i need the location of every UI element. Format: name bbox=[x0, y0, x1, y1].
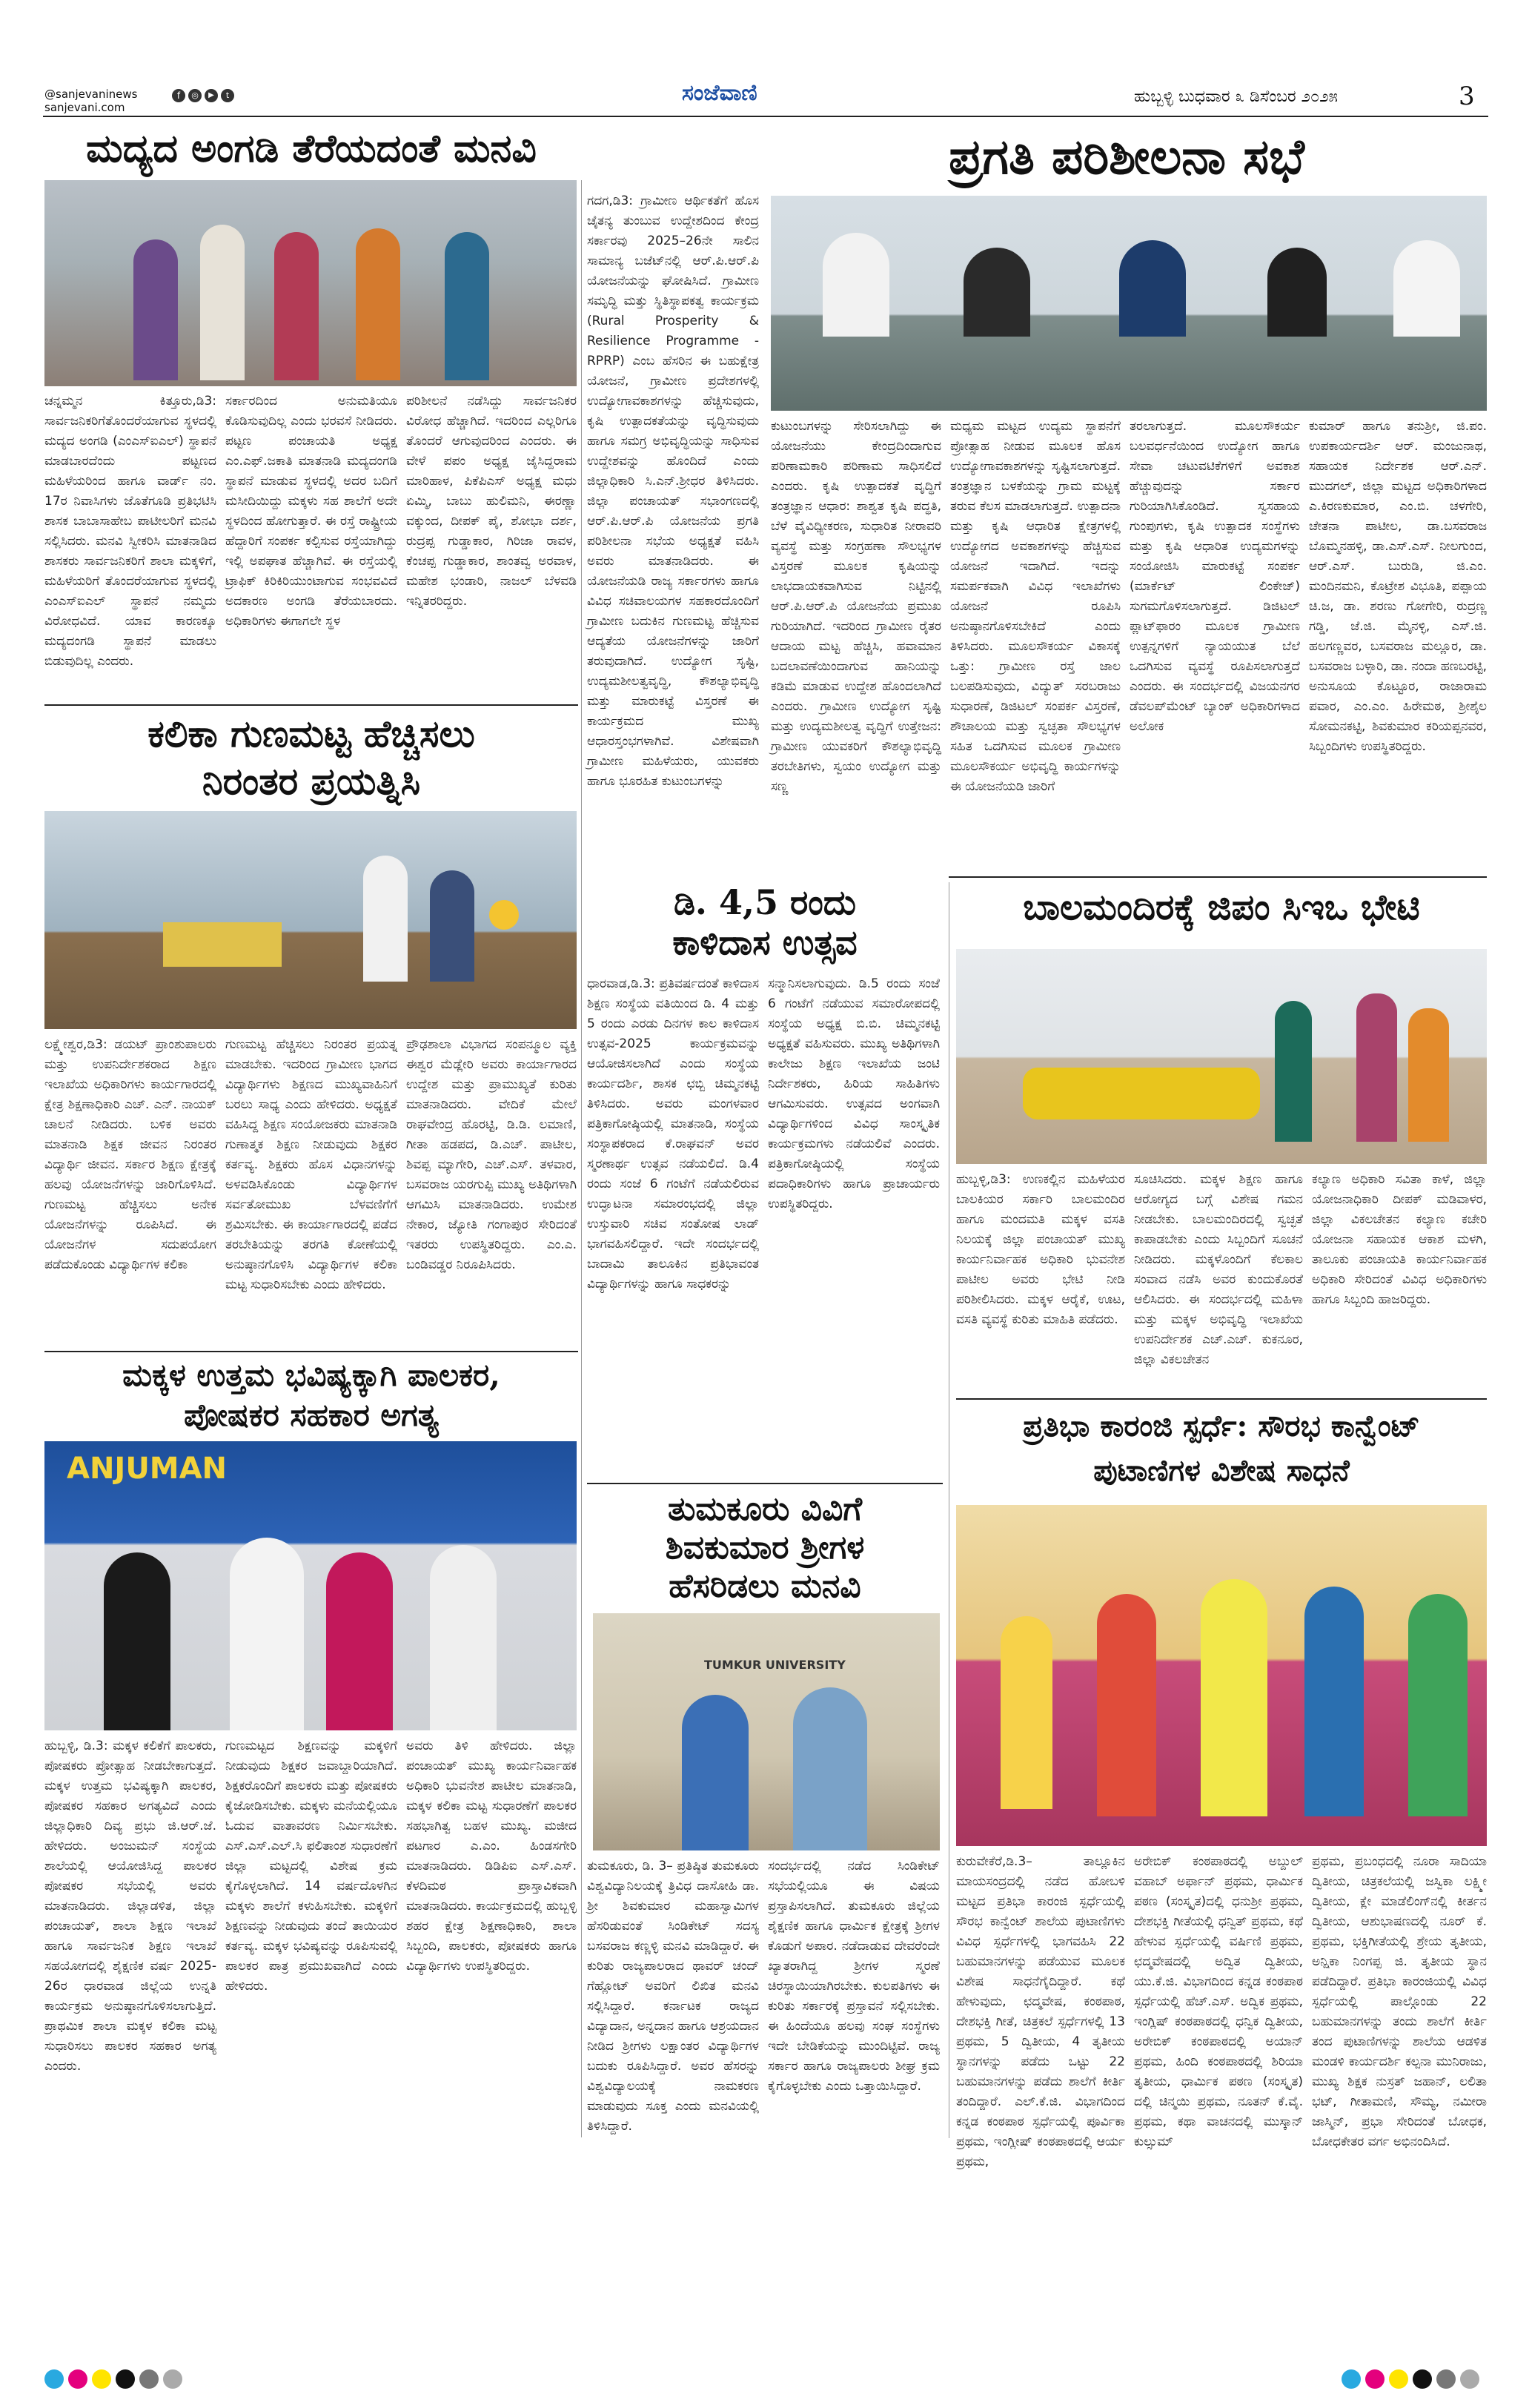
pratibha-headline-1: ಪ್ರತಿಭಾ ಕಾರಂಜಿ ಸ್ಪರ್ಧೆ: ಸೌರಭ ಕಾನ್ವೆಂಟ್ bbox=[1023, 1409, 1420, 1443]
makkala-col3: ಅವರು ತಿಳಿ ಹೇಳಿದರು. ಜಿಲ್ಲಾ ಪಂಚಾಯತ್ ಮುಖ್ಯ ಕಾರ್ಯನಿರ್ವಾಹಕ ಅಧಿಕಾರಿ ಭುವನೇಶ ಪಾಟೀಲ ಮಾತನಾಡಿ, ಮಕ್ಕಳ ಕಲಿಕಾ ಮಟ್ಟ ಸುಧಾರಣೆಗೆ ಪಾಲಕರ ಸಹಭಾಗಿತ್ವ ಬಹಳ ಮುಖ್ಯ. ಮಜೀದ ಪಟಗಾರ ಎ.ಎಂ. ಹಿಂಡಸಗೇರಿ ಮಾತನಾಡಿದರು. ಡಿಡಿಪಿಐ ಎಸ್.ಎಸ್. ಕೆಳದಿಮಠ ಪ್ರಾಸ್ತಾವಿಕವಾಗಿ ಮಾತನಾಡಿದರು. ಕಾರ್ಯಕ್ರಮದಲ್ಲಿ ಹುಬ್ಬಳ್ಳಿ ಶಹರ ಕ್ಷೇತ್ರ ಶಿಕ್ಷಣಾಧಿಕಾರಿ, ಶಾಲಾ ಸಿಬ್ಬಂದಿ, ಪಾಲಕರು, ಪೋಷಕರು ಹಾಗೂ ವಿದ್ಯಾರ್ಥಿಗಳು ಉಪಸ್ಥಿತರಿದ್ದರು. bbox=[406, 1739, 577, 1974]
makkala-banner-text: ANJUMAN bbox=[67, 1452, 228, 1486]
social-icons bbox=[172, 89, 234, 102]
liquor-col2: ಸರ್ಕಾರದಿಂದ ಅನುಮತಿಯೂ ಕೊಡಿಸುವುದಿಲ್ಲ ಎಂದು ಭರವಸೆ ನೀಡಿದರು. ಪಟ್ಟಣ ಪಂಚಾಯತಿ ಅಧ್ಯಕ್ಷ ಎಂ.ಎಫ್.ಜಕಾತಿ ಮಾತನಾಡಿ ಮದ್ಯದಂಗಡಿ ಸ್ಥಾಪನೆ ಮಾಡುವ ಸ್ಥಳದಲ್ಲಿ ಅದರ ಬದಿಗೆ ಮಸೀದಿಯಿದ್ದು ಮಕ್ಕಳು ಸಹ ಶಾಲೆಗೆ ಅದೇ ಸ್ಥಳದಿಂದ ಹೋಗುತ್ತಾರೆ. ಈ ರಸ್ತೆ ರಾಷ್ಟ್ರೀಯ ಹೆದ್ದಾರಿಗೆ ಸಂಪರ್ಕ ಕಲ್ಪಿಸುವ ರಸ್ತೆಯಾಗಿದ್ದು ಇಲ್ಲಿ ಅಪಘಾತ ಹೆಚ್ಚಾಗಿವೆ. ಈ ರಸ್ತೆಯಲ್ಲಿ ಟ್ರಾಫಿಕ್ ಕಿರಿಕಿರಿಯುಂಟಾಗುವ ಸಂಭವವಿದೆ ಅದಕಾರಣ ಅಂಗಡಿ ತೆರೆಯಬಾರದು. ಅಧಿಕಾರಿಗಳು ಈಗಾಗಲೇ ಸ್ಥಳ bbox=[225, 394, 397, 629]
balamandira-col1: ಹುಬ್ಬಳ್ಳಿ,ಡಿ3: ಉಣಕಲ್ಲಿನ ಮಹಿಳೆಯರ ಬಾಲಕಿಯರ ಸರ್ಕಾರಿ ಬಾಲಮಂದಿರ ಹಾಗೂ ಮಂದಮತಿ ಮಕ್ಕಳ ವಸತಿ ನಿಲಯಕ್ಕೆ ಜಿಲ್ಲಾ ಪಂಚಾಯತ್ ಮುಖ್ಯ ಕಾರ್ಯನಿರ್ವಾಹಕ ಅಧಿಕಾರಿ ಭುವನೇಶ ಪಾಟೀಲ ಅವರು ಭೇಟಿ ನೀಡಿ ಪರಿಶೀಲಿಸಿದರು. ಮಕ್ಕಳ ಆರೈಕೆ, ಊಟ, ವಸತಿ ವ್ಯವಸ್ಥೆ ಕುರಿತು ಮಾಹಿತಿ ಪಡೆದರು. bbox=[956, 1172, 1125, 1327]
tumakuru-col2: ಸಂದರ್ಭದಲ್ಲಿ ನಡೆದ ಸಿಂಡಿಕೇಟ್ ಸಭೆಯಲ್ಲಿಯೂ ಈ ವಿಷಯ ಪ್ರಸ್ತಾಪಿಸಲಾಗಿದೆ. ತುಮಕೂರು ಜಿಲ್ಲೆಯ ಶೈಕ್ಷಣಿಕ ಹಾಗೂ ಧಾರ್ಮಿಕ ಕ್ಷೇತ್ರಕ್ಕೆ ಶ್ರೀಗಳ ಕೊಡುಗೆ ಅಪಾರ. ನಡೆದಾಡುವ ದೇವರೆಂದೇ ಖ್ಯಾತರಾಗಿದ್ದ ಶ್ರೀಗಳ ಸ್ಮರಣೆ ಚಿರಸ್ಥಾಯಿಯಾಗಿರಬೇಕು. ಕುಲಪತಿಗಳು ಈ ಕುರಿತು ಸರ್ಕಾರಕ್ಕೆ ಪ್ರಸ್ತಾವನೆ ಸಲ್ಲಿಸಬೇಕು. ಈ ಹಿಂದೆಯೂ ಹಲವು ಸಂಘ ಸಂಸ್ಥೆಗಳು ಇದೇ ಬೇಡಿಕೆಯನ್ನು ಮುಂದಿಟ್ಟಿವೆ. ರಾಜ್ಯ ಸರ್ಕಾರ ಹಾಗೂ ರಾಜ್ಯಪಾಲರು ಶೀಘ್ರ ಕ್ರಮ ಕೈಗೊಳ್ಳಬೇಕು ಎಂದು ಒತ್ತಾಯಿಸಿದ್ದಾರೆ. bbox=[768, 1859, 940, 2094]
pratibha-col3: ಪ್ರಥಮ, ಪ್ರಬಂಧದಲ್ಲಿ ನೂರಾ ಸಾದಿಯಾ ದ್ವಿತೀಯ, ಚಿತ್ರಕಲೆಯಲ್ಲಿ ಜಸ್ವಿಕಾ ಲಕ್ಷ್ಮೀ ದ್ವಿತೀಯ, ಕ್ಲೇ ಮಾಡೆಲಿಂಗ್‌ನಲ್ಲಿ ಕೀರ್ತನ ದ್ವಿತೀಯ, ಆಶುಭಾಷಣದಲ್ಲಿ ನೂರ್ ಕೆ. ಪ್ರಥಮ, ಭಕ್ತಿಗೀತೆಯಲ್ಲಿ ಶ್ರೇಯ ತೃತೀಯ, ಅನ್ಷಿಕಾ ನಿಂಗಪ್ಪ ಜಿ. ತೃತೀಯ ಸ್ಥಾನ ಪಡೆದಿದ್ದಾರೆ. ಪ್ರತಿಭಾ ಕಾರಂಜಿಯಲ್ಲಿ ವಿವಿಧ ಸ್ಪರ್ಧೆಯಲ್ಲಿ ಪಾಲ್ಗೊಂಡು 22 ಬಹುಮಾನಗಳನ್ನು ತಂದು ಶಾಲೆಗೆ ಕೀರ್ತಿ ತಂದ ಪುಟಾಣಿಗಳನ್ನು ಶಾಲೆಯ ಆಡಳಿತ ಮಂಡಳಿ ಕಾರ್ಯದರ್ಶಿ ಕಲ್ಪನಾ ಮುನಿರಾಜು, ಮುಖ್ಯ ಶಿಕ್ಷಕ ನುಸ್ರತ್ ಜಹಾನ್, ಲಲಿತಾ ಭಟ್, ಗೀತಾಮಣಿ, ಸೌಮ್ಯ, ನಮೀರಾ ಜಾಸ್ಮಿನ್, ಪ್ರಭಾ ಸೇರಿದಂತೆ ಬೋಧಕ, ಬೋಧಕೇತರ ವರ್ಗ ಅಭಿನಂದಿಸಿದೆ. bbox=[1312, 1854, 1487, 2149]
site-text: sanjevani.com bbox=[44, 101, 125, 114]
rule-kalika-bottom bbox=[44, 1351, 578, 1352]
kalika-col3: ಪ್ರೌಢಶಾಲಾ ವಿಭಾಗದ ಸಂಪನ್ಮೂಲ ವ್ಯಕ್ತಿ ಈಶ್ವರ ಮೆಡ್ಲೇರಿ ಅವರು ಕಾರ್ಯಾಗಾರದ ಉದ್ದೇಶ ಮತ್ತು ಪ್ರಾಮುಖ್ಯತೆ ಕುರಿತು ಮಾತನಾಡಿದರು. ವೇದಿಕೆ ಮೇಲೆ ರಾಘವೇಂದ್ರ ಹೊರಟ್ಟಿ, ಡಿ.ಡಿ. ಲಮಾಣಿ, ಗೀತಾ ಹಡಪದ, ಡಿ.ಎಚ್. ಪಾಟೀಲ, ಶಿವಪ್ಪ ಮ್ಯಾಗೇರಿ, ಎಚ್.ಎಸ್. ತಳವಾರ, ಬಸವರಾಜ ಯರಗುಪ್ಪಿ ಮುಖ್ಯ ಅತಿಥಿಗಳಾಗಿ ಆಗಮಿಸಿ ಮಾತನಾಡಿದರು. ಉಮೇಶ ನೇಕಾರ, ಜ್ಯೋತಿ ಗಂಗಾಪುರ ಸೇರಿದಂತೆ ಇತರರು ಉಪಸ್ಥಿತರಿದ್ದರು. ಎಂ.ಎ. ಬಂಡಿವಡ್ಡರ ನಿರೂಪಿಸಿದರು. bbox=[406, 1037, 577, 1272]
youtube-icon: ▶ bbox=[205, 89, 218, 102]
pragati-photo bbox=[771, 196, 1487, 411]
rule-balamandira-bottom bbox=[956, 1398, 1487, 1400]
makkala-col2: ಗುಣಮಟ್ಟದ ಶಿಕ್ಷಣವನ್ನು ಮಕ್ಕಳಿಗೆ ನೀಡುವುದು ಶಿಕ್ಷಕರ ಜವಾಬ್ದಾರಿಯಾಗಿದೆ. ಶಿಕ್ಷಕರೊಂದಿಗೆ ಪಾಲಕರು ಮತ್ತು ಪೋಷಕರು ಕೈಜೋಡಿಸಬೇಕು. ಮಕ್ಕಳು ಮನೆಯಲ್ಲಿಯೂ ಓದುವ ವಾತಾವರಣ ನಿರ್ಮಿಸಬೇಕು. ಎಸ್.ಎಸ್.ಎಲ್.ಸಿ ಫಲಿತಾಂಶ ಸುಧಾರಣೆಗೆ ಜಿಲ್ಲಾ ಮಟ್ಟದಲ್ಲಿ ವಿಶೇಷ ಕ್ರಮ ಕೈಗೊಳ್ಳಲಾಗಿದೆ. 14 ವರ್ಷದೊಳಗಿನ ಮಕ್ಕಳು ಶಾಲೆಗೆ ಕಳುಹಿಸಬೇಕು. ಮಕ್ಕಳಿಗೆ ಶಿಕ್ಷಣವನ್ನು ನೀಡುವುದು ತಂದೆ ತಾಯಿಯರ ಕರ್ತವ್ಯ. ಮಕ್ಕಳ ಭವಿಷ್ಯವನ್ನು ರೂಪಿಸುವಲ್ಲಿ ಪಾಲಕರ ಪಾತ್ರ ಪ್ರಮುಖವಾಗಿದೆ ಎಂದು ಹೇಳಿದರು. bbox=[225, 1739, 397, 1994]
kalidasa-col2: ಸನ್ಮಾನಿಸಲಾಗುವುದು. ಡಿ.5 ರಂದು ಸಂಜೆ 6 ಗಂಟೆಗೆ ನಡೆಯುವ ಸಮಾರೋಪದಲ್ಲಿ ಸಂಸ್ಥೆಯ ಅಧ್ಯಕ್ಷ ಬಿ.ಬಿ. ಚಿಮ್ಮನಕಟ್ಟಿ ಅಧ್ಯಕ್ಷತೆ ವಹಿಸುವರು. ಮುಖ್ಯ ಅತಿಥಿಗಳಾಗಿ ಕಾಲೇಜು ಶಿಕ್ಷಣ ಇಲಾಖೆಯ ಜಂಟಿ ನಿರ್ದೇಶಕರು, ಹಿರಿಯ ಸಾಹಿತಿಗಳು ಆಗಮಿಸುವರು. ಉತ್ಸವದ ಅಂಗವಾಗಿ ವಿದ್ಯಾರ್ಥಿಗಳಿಂದ ವಿವಿಧ ಸಾಂಸ್ಕೃತಿಕ ಕಾರ್ಯಕ್ರಮಗಳು ನಡೆಯಲಿವೆ ಎಂದರು. ಪತ್ರಿಕಾಗೋಷ್ಠಿಯಲ್ಲಿ ಸಂಸ್ಥೆಯ ಪದಾಧಿಕಾರಿಗಳು ಹಾಗೂ ಪ್ರಾಚಾರ್ಯರು ಉಪಸ್ಥಿತರಿದ್ದರು. bbox=[768, 976, 940, 1211]
pratibha-col1: ಕುರುವೇಕೆರೆ,ಡಿ.3– ತಾಲ್ಲೂಕಿನ ಮಾಯಸಂದ್ರದಲ್ಲಿ ನಡೆದ ಹೋಬಳಿ ಮಟ್ಟದ ಪ್ರತಿಭಾ ಕಾರಂಜಿ ಸ್ಪರ್ಧೆಯಲ್ಲಿ ಸೌರಭ ಕಾನ್ವೆಂಟ್ ಶಾಲೆಯ ಪುಟಾಣಿಗಳು ವಿವಿಧ ಸ್ಪರ್ಧೆಗಳಲ್ಲಿ ಭಾಗವಹಿಸಿ 22 ಬಹುಮಾನಗಳನ್ನು ಪಡೆಯುವ ಮೂಲಕ ವಿಶೇಷ ಸಾಧನೆಗೈದಿದ್ದಾರೆ. ಕಥೆ ಹೇಳುವುದು, ಛದ್ಮವೇಷ, ಕಂಠಪಾಠ, ದೇಶಭಕ್ತಿ ಗೀತೆ, ಚಿತ್ರಕಲೆ ಸ್ಪರ್ಧೆಗಳಲ್ಲಿ 13 ಪ್ರಥಮ, 5 ದ್ವಿತೀಯ, 4 ತೃತೀಯ ಸ್ಥಾನಗಳನ್ನು ಪಡೆದು ಒಟ್ಟು 22 ಬಹುಮಾನಗಳನ್ನು ಪಡೆದು ಶಾಲೆಗೆ ಕೀರ್ತಿ ತಂದಿದ್ದಾರೆ. ಎಲ್.ಕೆ.ಜಿ. ವಿಭಾಗದಿಂದ ಕನ್ನಡ ಕಂಠಪಾಠ ಸ್ಪರ್ಧೆಯಲ್ಲಿ ಪೂರ್ವಿಕಾ ಪ್ರಥಮ, ಇಂಗ್ಲೀಷ್ ಕಂಠಪಾಠದಲ್ಲಿ ಆರ್ಯ ಪ್ರಥಮ, bbox=[956, 1854, 1125, 2169]
tumakuru-headline-1: ತುಮಕೂರು ವಿವಿಗೆ bbox=[668, 1490, 862, 1528]
kalidasa-headline-1: ಡಿ. 4,5 ರಂದು bbox=[673, 882, 857, 922]
liquor-photo bbox=[44, 180, 577, 386]
makkala-photo bbox=[44, 1441, 577, 1730]
yellow-mark bbox=[1389, 2369, 1408, 2389]
black-mark bbox=[1413, 2369, 1432, 2389]
masthead bbox=[0, 0, 1532, 119]
magenta-mark bbox=[1365, 2369, 1385, 2389]
tumakuru-photo-caption: TUMKUR UNIVERSITY bbox=[704, 1658, 846, 1672]
kalidasa-headline-2: ಕಾಳಿದಾಸ ಉತ್ಸವ bbox=[672, 922, 858, 962]
kalika-headline-1: ಕಲಿಕಾ ಗುಣಮಟ್ಟ ಹೆಚ್ಚಿಸಲು bbox=[147, 712, 475, 755]
gray-mark bbox=[1436, 2369, 1456, 2389]
tumakuru-col1: ತುಮಕೂರು, ಡಿ. 3– ಪ್ರತಿಷ್ಠಿತ ತುಮಕೂರು ವಿಶ್ವವಿದ್ಯಾನಿಲಯಕ್ಕೆ ತ್ರಿವಿಧ ದಾಸೋಹಿ ಡಾ. ಶ್ರೀ ಶಿವಕುಮಾರ ಮಹಾಸ್ವಾಮಿಗಳ ಹೆಸರಿಡುವಂತೆ ಸಿಂಡಿಕೇಟ್ ಸದಸ್ಯ ಬಸವರಾಜ ಕಣ್ಣಳ್ಳಿ ಮನವಿ ಮಾಡಿದ್ದಾರೆ. ಈ ಕುರಿತು ರಾಜ್ಯಪಾಲರಾದ ಥಾವರ್ ಚಂದ್ ಗೆಹ್ಲೋಟ್ ಅವರಿಗೆ ಲಿಖಿತ ಮನವಿ ಸಲ್ಲಿಸಿದ್ದಾರೆ. ಕರ್ನಾಟಕ ರಾಜ್ಯದ ವಿದ್ಯಾದಾನ, ಅನ್ನದಾನ ಹಾಗೂ ಆಶ್ರಯದಾನ ನೀಡಿದ ಶ್ರೀಗಳು ಲಕ್ಷಾಂತರ ವಿದ್ಯಾರ್ಥಿಗಳ ಬದುಕು ರೂಪಿಸಿದ್ದಾರೆ. ಅವರ ಹೆಸರನ್ನು ವಿಶ್ವವಿದ್ಯಾಲಯಕ್ಕೆ ನಾಮಕರಣ ಮಾಡುವುದು ಸೂಕ್ತ ಎಂದು ಮನವಿಯಲ್ಲಿ ತಿಳಿಸಿದ್ದಾರೆ. bbox=[587, 1859, 759, 2134]
cyan-mark bbox=[1342, 2369, 1361, 2389]
balamandira-col3: ಕಲ್ಯಾಣ ಅಧಿಕಾರಿ ಸವಿತಾ ಕಾಳೆ, ಜಿಲ್ಲಾ ಯೋಜನಾಧಿಕಾರಿ ದೀಪಕ್ ಮಡಿವಾಳರ, ಜಿಲ್ಲಾ ವಿಕಲಚೇತನ ಕಲ್ಯಾಣ ಕಚೇರಿ ಯೋಜನಾ ಸಹಾಯಕ ಆಕಾಶ ಮಳಗಿ, ತಾಲೂಕು ಪಂಚಾಯತಿ ಕಾರ್ಯನಿರ್ವಾಹಕ ಅಧಿಕಾರಿ ಸೇರಿದಂತೆ ವಿವಿಧ ಅಧಿಕಾರಿಗಳು ಹಾಗೂ ಸಿಬ್ಬಂದಿ ಹಾಜರಿದ್ದರು. bbox=[1312, 1172, 1487, 1307]
masthead-rule bbox=[43, 116, 1488, 117]
registration-marks-left bbox=[44, 2369, 187, 2389]
gray-mark bbox=[139, 2369, 159, 2389]
rule-kalidasa-bottom bbox=[587, 1483, 943, 1484]
pragati-col3: ತರಲಾಗುತ್ತದೆ. ಮೂಲಸೌಕರ್ಯ ಬಲವರ್ಧನೆಯಿಂದ ಉದ್ಯೋಗ ಹಾಗೂ ಸೇವಾ ಚಟುವಟಿಕೆಗಳಿಗೆ ಅವಕಾಶ ಹೆಚ್ಚುವುದನ್ನು ಸರ್ಕಾರ ಗುರಿಯಾಗಿಸಿಕೊಂಡಿದೆ. ಸ್ವಸಹಾಯ ಗುಂಪುಗಳು, ಕೃಷಿ ಉತ್ಪಾದಕ ಸಂಸ್ಥೆಗಳು ಮತ್ತು ಕೃಷಿ ಆಧಾರಿತ ಉದ್ಯಮಗಳನ್ನು ಸಂಯೋಜಿಸಿ ಮಾರುಕಟ್ಟೆ ಸಂಪರ್ಕ (ಮಾರ್ಕೆಟ್ ಲಿಂಕೇಜ್) ಸುಗಮಗೊಳಿಸಲಾಗುತ್ತದೆ. ಡಿಜಿಟಲ್ ಪ್ಲಾಟ್‌ಫಾರಂ ಮೂಲಕ ಗ್ರಾಮೀಣ ಉತ್ಪನ್ನಗಳಿಗೆ ನ್ಯಾಯಯುತ ಬೆಲೆ ಒದಗಿಸುವ ವ್ಯವಸ್ಥೆ ರೂಪಿಸಲಾಗುತ್ತದೆ ಎಂದರು. ಈ ಸಂದರ್ಭದಲ್ಲಿ ವಿಜಯನಗರ ಡೆವಲಪ್‌ಮೆಂಟ್ ಬ್ಯಾಂಕ್ ಅಧಿಕಾರಿಗಳಾದ ಅಲೋಕ bbox=[1130, 419, 1300, 734]
tumakuru-photo bbox=[593, 1613, 940, 1850]
twitter-icon: t bbox=[221, 89, 234, 102]
cyan-mark bbox=[44, 2369, 64, 2389]
yellow-mark bbox=[92, 2369, 111, 2389]
kalika-photo bbox=[44, 811, 577, 1029]
instagram-icon: ◎ bbox=[188, 89, 202, 102]
pragati-col4: ಕುಮಾರ್ ಹಾಗೂ ತನುಶ್ರೀ, ಜಿ.ಪಂ. ಉಪಕಾರ್ಯದರ್ಶಿ ಆರ್. ಮಂಜುನಾಥ, ಸಹಾಯಕ ನಿರ್ದೇಶಕ ಆರ್.ಎನ್. ಮುದಗಲ್, ಜಿಲ್ಲಾ ಮಟ್ಟದ ಅಧಿಕಾರಿಗಳಾದ ಎ.ಕಿರಣಕುಮಾರ, ಎಂ.ಬಿ. ಚಳಗೇರಿ, ಚೇತನಾ ಪಾಟೀಲ, ಡಾ.ಬಸವರಾಜ ಬೊಮ್ಮನಹಳ್ಳಿ, ಡಾ.ಎಸ್.ಎಸ್. ನೀಲಗುಂದ, ಆರ್.ಎಸ್. ಬುರುಡಿ, ಜಿ.ಎಂ. ಮಂದಿನಮನಿ, ಕೊಟ್ರೇಶ ವಿಭೂತಿ, ಪಪ್ಪಾಯ ಚಿ.ಜ, ಡಾ. ಶರಣು ಗೋಗೇರಿ, ರುದ್ರಣ್ಣ ಗಡ್ಡಿ, ಜೆ.ಜಿ. ಮೈನಳ್ಳಿ, ಎಸ್.ಜಿ. ಹಲಗಣ್ಣವರ, ಬಸವರಾಜ ಮಲ್ಲೂರ, ಡಾ. ಬಸವರಾಜ ಬಳ್ಳಾರಿ, ಡಾ. ನಂದಾ ಹಣಬರಟ್ಟಿ, ಅನುಸೂಯ ಕೊಟ್ಟೂರ, ರಾಜಾರಾಮ ಪವಾರ, ಎಂ.ಎಂ. ಹಿರೇಮಠ, ಶ್ರೀಶೈಲ ಸೋಮನಕಟ್ಟಿ, ಶಿವಕುಮಾರ ಕರಿಯಪ್ಪನವರ, ಸಿಬ್ಬಂದಿಗಳು ಉಪಸ್ಥಿತರಿದ್ದರು. bbox=[1309, 419, 1487, 754]
dateline: ಹುಬ್ಬಳ್ಳಿ ಬುಧವಾರ ೩ ಡಿಸೆಂಬರ ೨೦೨೫ bbox=[1134, 87, 1338, 106]
magenta-mark bbox=[68, 2369, 87, 2389]
pragati-headline: ಪ್ರಗತಿ ಪರಿಶೀಲನಾ ಸಭೆ bbox=[949, 128, 1304, 185]
makkala-headline-1: ಮಕ್ಕಳ ಉತ್ತಮ ಭವಿಷ್ಯಕ್ಕಾಗಿ ಪಾಲಕರ, bbox=[122, 1357, 500, 1393]
page-number: 3 bbox=[1459, 82, 1475, 111]
liquor-col3: ಪರಿಶೀಲನೆ ನಡೆಸಿದ್ದು ಸಾರ್ವಜನಿಕರ ವಿರೋಧ ಹೆಚ್ಚಾಗಿದೆ. ಇದರಿಂದ ಎಲ್ಲರಿಗೂ ತೊಂದರೆ ಆಗುವುದರಿಂದ ಎಂದರು. ಈ ವೇಳೆ ಪಪಂ ಅಧ್ಯಕ್ಷ ಜೈಸಿದ್ದರಾಮ ಮಾರಿಹಾಳ, ಪಿಕೆಪಿಎಸ್ ಅಧ್ಯಕ್ಷ ಮಧು ಏಮ್ಮಿ, ಬಾಬು ಹುಲಿಮನಿ, ಈರಣ್ಣಾ ವಕ್ಕುಂದ, ದೀಪಕ್ ಪೈ, ಶೋಭಾ ದರ್ಶ, ರುದ್ರಪ್ಪ ಗುಡ್ಡಾಕಾರ, ಗಿರಿಜಾ ರಾವಳ, ಕೆಂಚಪ್ಪ ಗುಡ್ಡಾಕಾರ, ಶಾಂತವ್ವ ಅರವಾಳ, ಮಹೇಶ ಭಂಡಾರಿ, ನಾಜಲ್ ಬೆಳವಡಿ ಇನ್ನಿತರರಿದ್ದರು. bbox=[406, 394, 577, 609]
tumakuru-headline-2: ಶಿವಕುಮಾರ ಶ್ರೀಗಳ bbox=[665, 1529, 865, 1567]
balamandira-headline: ಬಾಲಮಂದಿರಕ್ಕೆ ಜಿಪಂ ಸಿಇಒ ಭೇಟಿ bbox=[1023, 887, 1420, 928]
handle-text: @sanjevaninews bbox=[44, 87, 138, 101]
pragati-lead: ಗದಗ,ಡಿ3: ಗ್ರಾಮೀಣ ಆರ್ಥಿಕತೆಗೆ ಹೊಸ ಚೈತನ್ಯ ತುಂಬುವ ಉದ್ದೇಶದಿಂದ ಕೇಂದ್ರ ಸರ್ಕಾರವು 2025–26ನೇ ಸಾಲಿನ ಸಾಮಾನ್ಯ ಬಜೆಟ್‌ನಲ್ಲಿ ಆರ್.ಪಿ.ಆರ್.ಪಿ ಯೋಜನೆಯನ್ನು ಘೋಷಿಸಿದೆ. ಗ್ರಾಮೀಣ ಸಮೃದ್ಧಿ ಮತ್ತು ಸ್ಥಿತಿಸ್ಥಾಪಕತ್ವ ಕಾರ್ಯಕ್ರಮ (Rural Prosperity & Resilience Programme - RPRP) ಎಂಬ ಹೆಸರಿನ ಈ ಬಹುಕ್ಷೇತ್ರ ಯೋಜನೆ, ಗ್ರಾಮೀಣ ಪ್ರದೇಶಗಳಲ್ಲಿ ಉದ್ಯೋಗಾವಕಾಶಗಳನ್ನು ಹೆಚ್ಚಿಸುವುದು, ಕೃಷಿ ಉತ್ಪಾದಕತೆಯನ್ನು ವೃದ್ಧಿಸುವುದು ಹಾಗೂ ಸಮಗ್ರ ಅಭಿವೃದ್ಧಿಯನ್ನು ಸಾಧಿಸುವ ಉದ್ದೇಶವನ್ನು ಹೊಂದಿದೆ ಎಂದು ಜಿಲ್ಲಾಧಿಕಾರಿ ಸಿ.ಎನ್.ಶ್ರೀಧರ ತಿಳಿಸಿದರು. ಜಿಲ್ಲಾ ಪಂಚಾಯತ್ ಸಭಾಂಗಣದಲ್ಲಿ ಆರ್.ಪಿ.ಆರ್.ಪಿ ಯೋಜನೆಯ ಪ್ರಗತಿ ಪರಿಶೀಲನಾ ಸಭೆಯ ಅಧ್ಯಕ್ಷತೆ ವಹಿಸಿ ಅವರು ಮಾತನಾಡಿದರು. ಈ ಯೋಜನೆಯಡಿ ರಾಜ್ಯ ಸರ್ಕಾರಗಳು ಹಾಗೂ ವಿವಿಧ ಸಚಿವಾಲಯಗಳ ಸಹಕಾರದೊಂದಿಗೆ ಗ್ರಾಮೀಣ ಬದುಕಿನ ಗುಣಮಟ್ಟ ಹೆಚ್ಚಿಸುವ ಆದ್ಯತೆಯ ಯೋಜನೆಗಳನ್ನು ಜಾರಿಗೆ ತರುವುದಾಗಿದೆ. ಉದ್ಯೋಗ ಸೃಷ್ಟಿ, ಉದ್ಯಮಶೀಲತ್ವವೃದ್ಧಿ, ಕೌಶಲ್ಯಾಭಿವೃದ್ಧಿ ಮತ್ತು ಮಾರುಕಟ್ಟೆ ವಿಸ್ತರಣೆ ಈ ಕಾರ್ಯಕ್ರಮದ ಮುಖ್ಯ ಆಧಾರಸ್ತಂಭಗಳಾಗಿವೆ. ವಿಶೇಷವಾಗಿ ಗ್ರಾಮೀಣ ಮಹಿಳೆಯರು, ಯುವಕರು ಹಾಗೂ ಭೂರಹಿತ ಕುಟುಂಬಗಳನ್ನು bbox=[587, 194, 759, 789]
balamandira-col2: ಸೂಚಿಸಿದರು. ಮಕ್ಕಳ ಶಿಕ್ಷಣ ಹಾಗೂ ಆರೋಗ್ಯದ ಬಗ್ಗೆ ವಿಶೇಷ ಗಮನ ನೀಡಬೇಕು. ಬಾಲಮಂದಿರದಲ್ಲಿ ಸ್ವಚ್ಛತೆ ಕಾಪಾಡಬೇಕು ಎಂದು ಸಿಬ್ಬಂದಿಗೆ ಸೂಚನೆ ನೀಡಿದರು. ಮಕ್ಕಳೊಂದಿಗೆ ಕೆಲಕಾಲ ಸಂವಾದ ನಡೆಸಿ ಅವರ ಕುಂದುಕೊರತೆ ಆಲಿಸಿದರು. ಈ ಸಂದರ್ಭದಲ್ಲಿ ಮಹಿಳಾ ಮತ್ತು ಮಕ್ಕಳ ಅಭಿವೃದ್ಧಿ ಇಲಾಖೆಯ ಉಪನಿರ್ದೇಶಕ ಎಚ್.ಎಚ್. ಕುಕನೂರ, ಜಿಲ್ಲಾ ವಿಕಲಚೇತನ bbox=[1134, 1172, 1303, 1367]
pragati-col2: ಮಧ್ಯಮ ಮಟ್ಟದ ಉದ್ಯಮ ಸ್ಥಾಪನೆಗೆ ಪ್ರೋತ್ಸಾಹ ನೀಡುವ ಮೂಲಕ ಹೊಸ ಉದ್ಯೋಗಾವಕಾಶಗಳನ್ನು ಸೃಷ್ಟಿಸಲಾಗುತ್ತದೆ. ತಂತ್ರಜ್ಞಾನ ಬಳಕೆಯನ್ನು ಗ್ರಾಮ ಮಟ್ಟಕ್ಕೆ ತರುವ ಕೆಲಸ ಮಾಡಲಾಗುತ್ತದೆ. ಉತ್ಪಾದನಾ ಮತ್ತು ಕೃಷಿ ಆಧಾರಿತ ಕ್ಷೇತ್ರಗಳಲ್ಲಿ ಉದ್ಯೋಗದ ಅವಕಾಶಗಳನ್ನು ಹೆಚ್ಚಿಸುವ ಯೋಜನೆ ಇದಾಗಿದೆ. ಇದನ್ನು ಸಮರ್ಪಕವಾಗಿ ವಿವಿಧ ಇಲಾಖೆಗಳು ಯೋಜನೆ ರೂಪಿಸಿ ಅನುಷ್ಠಾನಗೊಳಿಸಬೇಕಿದೆ ಎಂದು ತಿಳಿಸಿದರು. ಮೂಲಸೌಕರ್ಯ ವಿಕಾಸಕ್ಕೆ ಒತ್ತು: ಗ್ರಾಮೀಣ ರಸ್ತೆ ಜಾಲ ಬಲಪಡಿಸುವುದು, ವಿದ್ಯುತ್ ಸರಬರಾಜು ಸುಧಾರಣೆ, ಡಿಜಿಟಲ್ ಸಂಪರ್ಕ ವಿಸ್ತರಣೆ, ಶೌಚಾಲಯ ಮತ್ತು ಸ್ವಚ್ಛತಾ ಸೌಲಭ್ಯಗಳ ಸಹಿತ ಒದಗಿಸುವ ಮೂಲಕ ಗ್ರಾಮೀಣ ಮೂಲಸೌಕರ್ಯ ಅಭಿವೃದ್ಧಿ ಕಾರ್ಯಗಳನ್ನು ಈ ಯೋಜನೆಯಡಿ ಜಾರಿಗೆ bbox=[950, 419, 1121, 794]
registration-marks-right bbox=[1342, 2369, 1484, 2389]
black-mark bbox=[116, 2369, 135, 2389]
pratibha-headline-2: ಪುಟಾಣಿಗಳ ವಿಶೇಷ ಸಾಧನೆ bbox=[1093, 1453, 1350, 1488]
divider-left bbox=[581, 180, 582, 2137]
makkala-headline-2: ಪೋಷಕರ ಸಹಕಾರ ಅಗತ್ಯ bbox=[184, 1397, 439, 1433]
tumakuru-headline-3: ಹೆಸರಿಡಲು ಮನವಿ bbox=[669, 1567, 861, 1605]
kalika-col1: ಲಕ್ಷ್ಮೇಶ್ವರ,ಡಿ3: ಡಯಟ್ ಪ್ರಾಂಶುಪಾಲರು ಮತ್ತು ಉಪನಿರ್ದೇಶಕರಾದ ಶಿಕ್ಷಣ ಇಲಾಖೆಯ ಅಧಿಕಾರಿಗಳು ಕಾರ್ಯಗಾರದಲ್ಲಿ ಕ್ಷೇತ್ರ ಶಿಕ್ಷಣಾಧಿಕಾರಿ ಎಚ್. ಎನ್. ನಾಯಕ್ ಚಾಲನೆ ನೀಡಿದರು. ಬಳಿಕ ಅವರು ಮಾತನಾಡಿ ಶಿಕ್ಷಕ ಜೀವನ ನಿರಂತರ ವಿದ್ಯಾರ್ಥಿ ಜೀವನ. ಸರ್ಕಾರ ಶಿಕ್ಷಣ ಕ್ಷೇತ್ರಕ್ಕೆ ಹಲವು ಯೋಜನೆಗಳನ್ನು ಜಾರಿಗೊಳಿಸಿದೆ. ಗುಣಮಟ್ಟ ಹೆಚ್ಚಿಸಲು ಅನೇಕ ಯೋಜನೆಗಳನ್ನು ರೂಪಿಸಿದೆ. ಈ ಯೋಜನೆಗಳ ಸದುಪಯೋಗ ಪಡೆದುಕೊಂಡು ವಿದ್ಯಾರ್ಥಿಗಳ ಕಲಿಕಾ bbox=[44, 1037, 216, 1272]
rule-pragati-bottom bbox=[949, 876, 1487, 878]
pratibha-photo bbox=[956, 1505, 1487, 1846]
kalidasa-col1: ಧಾರವಾಡ,ಡಿ.3: ಪ್ರತಿವರ್ಷದಂತೆ ಕಾಳಿದಾಸ ಶಿಕ್ಷಣ ಸಂಸ್ಥೆಯ ವತಿಯಿಂದ ಡಿ. 4 ಮತ್ತು 5 ರಂದು ಎರಡು ದಿನಗಳ ಕಾಲ ಕಾಳಿದಾಸ ಉತ್ಸವ-2025 ಕಾರ್ಯಕ್ರಮವನ್ನು ಆಯೋಜಿಸಲಾಗಿದೆ ಎಂದು ಸಂಸ್ಥೆಯ ಕಾರ್ಯದರ್ಶಿ, ಶಾಸಕ ಛಬ್ಬಿ ಚಿಮ್ಮನಕಟ್ಟಿ ತಿಳಿಸಿದರು. ಅವರು ಮಂಗಳವಾರ ಪತ್ರಿಕಾಗೋಷ್ಠಿಯಲ್ಲಿ ಮಾತನಾಡಿ, ಸಂಸ್ಥೆಯ ಸಂಸ್ಥಾಪಕರಾದ ಕೆ.ರಾಘವನ್ ಅವರ ಸ್ಮರಣಾರ್ಥ ಉತ್ಸವ ನಡೆಯಲಿದೆ. ಡಿ.4 ರಂದು ಸಂಜೆ 6 ಗಂಟೆಗೆ ನಡೆಯಲಿರುವ ಉದ್ಘಾಟನಾ ಸಮಾರಂಭದಲ್ಲಿ ಜಿಲ್ಲಾ ಉಸ್ತುವಾರಿ ಸಚಿವ ಸಂತೋಷ ಲಾಡ್ ಭಾಗವಹಿಸಲಿದ್ದಾರೆ. ಇದೇ ಸಂದರ್ಭದಲ್ಲಿ ಬಾದಾಮಿ ತಾಲೂಕಿನ ಪ್ರತಿಭಾವಂತ ವಿದ್ಯಾರ್ಥಿಗಳನ್ನು ಹಾಗೂ ಸಾಧಕರನ್ನು bbox=[587, 976, 759, 1291]
liquor-headline: ಮದ್ಯದ ಅಂಗಡಿ ತೆರೆಯದಂತೆ ಮನವಿ bbox=[86, 126, 537, 171]
balamandira-photo bbox=[956, 949, 1487, 1164]
pratibha-col2: ಅರೇಬಿಕ್ ಕಂಠಪಾಠದಲ್ಲಿ ಅಬ್ದುಲ್ ವಹಾಬ್ ಅರ್ಫಾನ್ ಪ್ರಥಮ, ಧಾರ್ಮಿಕ ಪಠಣ (ಸಂಸ್ಕೃತ)ದಲ್ಲಿ ಧನುಶ್ರೀ ಪ್ರಥಮ, ದೇಶಭಕ್ತಿ ಗೀತೆಯಲ್ಲಿ ಧನ್ವಿತ್ ಪ್ರಥಮ, ಕಥೆ ಹೇಳುವ ಸ್ಪರ್ಧೆಯಲ್ಲಿ ವರ್ಷಿಣಿ ಪ್ರಥಮ, ಛದ್ಮವೇಷದಲ್ಲಿ ಅದ್ವಿತ ದ್ವಿತೀಯ, ಯು.ಕೆ.ಜಿ. ವಿಭಾಗದಿಂದ ಕನ್ನಡ ಕಂಠಪಾಠ ಸ್ಪರ್ಧೆಯಲ್ಲಿ ಹೆಚ್.ಎಸ್. ಅದ್ವಿಕ ಪ್ರಥಮ, ಇಂಗ್ಲಿಷ್ ಕಂಠಪಾಠದಲ್ಲಿ ಧನ್ವಿಕ ದ್ವಿತೀಯ, ಅರೇಬಿಕ್ ಕಂಠಪಾಠದಲ್ಲಿ ಅಯಾನ್ ಪ್ರಥಮ, ಹಿಂದಿ ಕಂಠಪಾಠದಲ್ಲಿ ಶಿರಿಯಾ ತೃತೀಯ, ಧಾರ್ಮಿಕ ಪಠಣ (ಸಂಸ್ಕೃತ) ದಲ್ಲಿ ಚಿನ್ಮಯಿ ಪ್ರಥಮ, ನೂತನ್ ಕೆ.ವೈ. ಪ್ರಥಮ, ಕಥಾ ವಾಚನದಲ್ಲಿ ಮುಸ್ಕಾನ್ ಕುಲ್ಸುಮ್ bbox=[1134, 1854, 1303, 2149]
pragati-col1: ಕುಟುಂಬಗಳನ್ನು ಸೇರಿಸಲಾಗಿದ್ದು ಈ ಯೋಜನೆಯು ಕೇಂದ್ರದಿಂದಾಗುವ ಪರಿಣಾಮಕಾರಿ ಪರಿಣಾಮ ಸಾಧಿಸಲಿದೆ ಎಂದರು. ಕೃಷಿ ಉತ್ಪಾದಕತೆ ವೃದ್ಧಿಗೆ ತಂತ್ರಜ್ಞಾನ ಆಧಾರ: ಶಾಶ್ವತ ಕೃಷಿ ಪದ್ಧತಿ, ಬೆಳೆ ವೈವಿಧ್ಯೀಕರಣ, ಸುಧಾರಿತ ನೀರಾವರಿ ವ್ಯವಸ್ಥೆ ಮತ್ತು ಸಂಗ್ರಹಣಾ ಸೌಲಭ್ಯಗಳ ವಿಸ್ತರಣೆ ಮೂಲಕ ಕೃಷಿಯನ್ನು ಲಾಭದಾಯಕವಾಗಿಸುವ ನಿಟ್ಟಿನಲ್ಲಿ ಆರ್.ಪಿ.ಆರ್.ಪಿ ಯೋಜನೆಯ ಪ್ರಮುಖ ಗುರಿಯಾಗಿದೆ. ಇದರಿಂದ ಗ್ರಾಮೀಣ ರೈತರ ಆದಾಯ ಮಟ್ಟ ಹೆಚ್ಚಿಸಿ, ಹವಾಮಾನ ಬದಲಾವಣೆಯಿಂದಾಗುವ ಹಾನಿಯನ್ನು ಕಡಿಮೆ ಮಾಡುವ ಉದ್ದೇಶ ಹೊಂದಲಾಗಿದೆ ಎಂದರು. ಗ್ರಾಮೀಣ ಉದ್ಯೋಗ ಸೃಷ್ಟಿ ಮತ್ತು ಉದ್ಯಮಶೀಲತ್ವ ವೃದ್ಧಿಗೆ ಉತ್ತೇಜನ: ಗ್ರಾಮೀಣ ಯುವಕರಿಗೆ ಕೌಶಲ್ಯಾಭಿವೃದ್ಧಿ ತರಬೇತಿಗಳು, ಸ್ವಯಂ ಉದ್ಯೋಗ ಮತ್ತು ಸಣ್ಣ bbox=[771, 419, 941, 794]
makkala-col1: ಹುಬ್ಬಳ್ಳಿ, ಡಿ.3: ಮಕ್ಕಳ ಕಲಿಕೆಗೆ ಪಾಲಕರು, ಪೋಷಕರು ಪ್ರೋತ್ಸಾಹ ನೀಡಬೇಕಾಗುತ್ತದೆ. ಮಕ್ಕಳ ಉತ್ತಮ ಭವಿಷ್ಯಕ್ಕಾಗಿ ಪಾಲಕರ, ಪೋಷಕರ ಸಹಕಾರ ಅಗತ್ಯವಿದೆ ಎಂದು ಜಿಲ್ಲಾಧಿಕಾರಿ ದಿವ್ಯ ಪ್ರಭು ಜಿ.ಆರ್.ಜೆ. ಹೇಳಿದರು. ಅಂಜುಮನ್ ಸಂಸ್ಥೆಯ ಶಾಲೆಯಲ್ಲಿ ಆಯೋಜಿಸಿದ್ದ ಪಾಲಕರ ಪೋಷಕರ ಸಭೆಯಲ್ಲಿ ಅವರು ಮಾತನಾಡಿದರು. ಜಿಲ್ಲಾಡಳಿತ, ಜಿಲ್ಲಾ ಪಂಚಾಯತ್, ಶಾಲಾ ಶಿಕ್ಷಣ ಇಲಾಖೆ ಹಾಗೂ ಸಾರ್ವಜನಿಕ ಶಿಕ್ಷಣ ಇಲಾಖೆ ಸಹಯೋಗದಲ್ಲಿ ಶೈಕ್ಷಣಿಕ ವರ್ಷ 2025-26ರ ಧಾರವಾಡ ಜಿಲ್ಲೆಯ ಉನ್ನತಿ ಕಾರ್ಯಕ್ರಮ ಅನುಷ್ಠಾನಗೊಳಿಸಲಾಗುತ್ತಿದೆ. ಪ್ರಾಥಮಿಕ ಶಾಲಾ ಮಕ್ಕಳ ಕಲಿಕಾ ಮಟ್ಟ ಸುಧಾರಿಸಲು ಪಾಲಕರ ಸಹಕಾರ ಅಗತ್ಯ ಎಂದರು. bbox=[44, 1739, 216, 2074]
rule-liquor-bottom bbox=[44, 704, 578, 706]
kalika-col2: ಗುಣಮಟ್ಟ ಹೆಚ್ಚಿಸಲು ನಿರಂತರ ಪ್ರಯತ್ನ ಮಾಡಬೇಕು. ಇದರಿಂದ ಗ್ರಾಮೀಣ ಭಾಗದ ವಿದ್ಯಾರ್ಥಿಗಳು ಶಿಕ್ಷಣದ ಮುಖ್ಯವಾಹಿನಿಗೆ ಬರಲು ಸಾಧ್ಯ ಎಂದು ಹೇಳಿದರು. ಅಧ್ಯಕ್ಷತೆ ವಹಿಸಿದ್ದ ಶಿಕ್ಷಣ ಸಂಯೋಜಕರು ಮಾತನಾಡಿ ಗುಣಾತ್ಮಕ ಶಿಕ್ಷಣ ನೀಡುವುದು ಶಿಕ್ಷಕರ ಕರ್ತವ್ಯ. ಶಿಕ್ಷಕರು ಹೊಸ ವಿಧಾನಗಳನ್ನು ಅಳವಡಿಸಿಕೊಂಡು ವಿದ್ಯಾರ್ಥಿಗಳ ಸರ್ವತೋಮುಖ ಬೆಳವಣಿಗೆಗೆ ಶ್ರಮಿಸಬೇಕು. ಈ ಕಾರ್ಯಾಗಾರದಲ್ಲಿ ಪಡೆದ ತರಬೇತಿಯನ್ನು ತರಗತಿ ಕೋಣೆಯಲ್ಲಿ ಅನುಷ್ಠಾನಗೊಳಿಸಿ ವಿದ್ಯಾರ್ಥಿಗಳ ಕಲಿಕಾ ಮಟ್ಟ ಸುಧಾರಿಸಬೇಕು ಎಂದು ಹೇಳಿದರು. bbox=[225, 1037, 397, 1292]
liquor-col1: ಚನ್ನಮ್ಮನ ಕಿತ್ತೂರು,ಡಿ3: ಸಾರ್ವಜನಿಕರಿಗೆತೊಂದರೆಯಾಗುವ ಸ್ಥಳದಲ್ಲಿ ಮದ್ಯದ ಅಂಗಡಿ (ಎಂಎಸ್‌ಐಎಲ್) ಸ್ಥಾಪನೆ ಮಾಡಬಾರದೆಂದು ಪಟ್ಟಣದ ಮಹಿಳೆಯರಿಂದ ಹಾಗೂ ವಾರ್ಡ್ ನಂ. 17ರ ನಿವಾಸಿಗಳು ಜೊತೆಗೂಡಿ ಪ್ರತಿಭಟಿಸಿ ಶಾಸಕ ಬಾಬಾಸಾಹೇಬ ಪಾಟೀಲರಿಗೆ ಮನವಿ ಸಲ್ಲಿಸಿದರು. ಮನವಿ ಸ್ವೀಕರಿಸಿ ಮಾತನಾಡಿದ ಶಾಸಕರು ಸಾರ್ವಜನಿಕರಿಗೆ ಶಾಲಾ ಮಕ್ಕಳಿಗೆ, ಮಹಿಳೆಯರಿಗೆ ತೊಂದರೆಯಾಗುವ ಸ್ಥಳದಲ್ಲಿ ಎಂಎಸ್‌ಐಎಲ್ ಸ್ಥಾಪನೆ ನಮ್ಮದು ವಿರೋಧವಿದೆ. ಯಾವ ಕಾರಣಕ್ಕೂ ಮದ್ಯದಂಗಡಿ ಸ್ಥಾಪನೆ ಮಾಡಲು ಬಿಡುವುದಿಲ್ಲ ಎಂದರು. bbox=[44, 394, 216, 669]
kalika-headline-2: ನಿರಂತರ ಪ್ರಯತ್ನಿಸಿ bbox=[202, 759, 421, 803]
light-gray-mark bbox=[163, 2369, 182, 2389]
paper-logo: ಸಂಜೆವಾಣಿ bbox=[682, 80, 757, 106]
light-gray-mark bbox=[1460, 2369, 1479, 2389]
facebook-icon: f bbox=[172, 89, 185, 102]
